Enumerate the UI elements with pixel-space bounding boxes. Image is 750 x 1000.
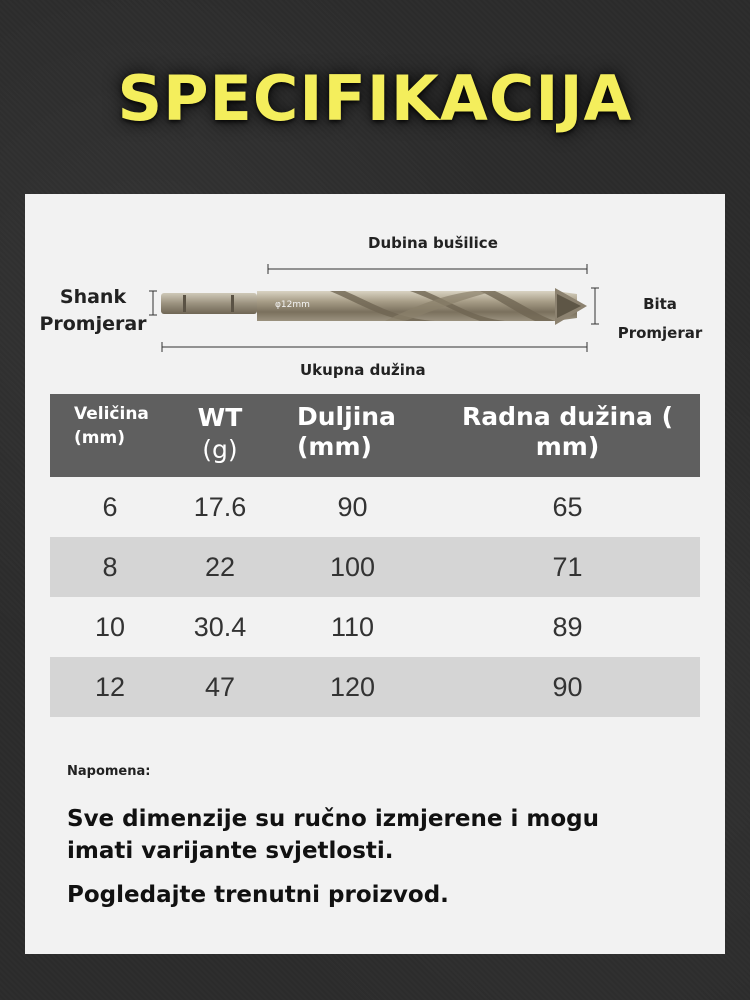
page-title: SPECIFIKACIJA: [117, 62, 633, 135]
table-header: [50, 394, 700, 477]
cell-working-length: 65: [552, 491, 583, 522]
note-line-2: imati varijante svjetlosti.: [67, 838, 394, 864]
drill-depth-label: Dubina bušilice: [368, 234, 498, 252]
table-row: [50, 537, 700, 597]
cell-working-length: 71: [552, 551, 583, 582]
cell-length: 90: [337, 491, 368, 522]
cell-size: 10: [94, 611, 126, 642]
cell-working-length: 89: [552, 611, 583, 642]
note-line-1: Sve dimenzije su ručno izmjerene i mogu: [67, 806, 599, 832]
cell-weight: 22: [204, 551, 236, 582]
drill-bit-illustration: [25, 194, 725, 384]
shank-label-line2: Promjerar: [39, 313, 147, 335]
cell-working-length: 90: [552, 671, 583, 702]
cell-weight: 17.6: [193, 491, 247, 522]
cell-length: 100: [329, 551, 376, 582]
table-row: [50, 657, 700, 717]
spec-panel: [25, 194, 725, 954]
drill-diagram: [25, 194, 725, 384]
table-row: [50, 597, 700, 657]
bit-label-line1: Bita: [643, 295, 677, 313]
cell-size: 12: [94, 671, 126, 702]
header-weight: WT (g): [197, 403, 243, 464]
table-row: [50, 477, 700, 537]
note-label: Napomena:: [67, 764, 151, 779]
header-working-length: Radna dužina ( mm): [462, 402, 673, 461]
note-line-3: Pogledajte trenutni proizvod.: [67, 882, 449, 908]
cell-size: 6: [102, 491, 118, 522]
header-size: Veličina (mm): [74, 404, 149, 448]
total-length-label: Ukupna dužina: [300, 361, 426, 379]
cell-length: 120: [329, 671, 376, 702]
cell-weight: 47: [204, 671, 236, 702]
header-length: Duljina (mm): [297, 402, 396, 461]
cell-size: 8: [102, 551, 118, 582]
cell-length: 110: [330, 611, 375, 642]
bit-label-line2: Promjerar: [617, 324, 703, 342]
shank-label-line1: Shank: [59, 286, 127, 308]
drill-engraving: φ12mm: [275, 300, 310, 310]
spec-table: [50, 394, 700, 717]
cell-weight: 30.4: [193, 611, 247, 642]
